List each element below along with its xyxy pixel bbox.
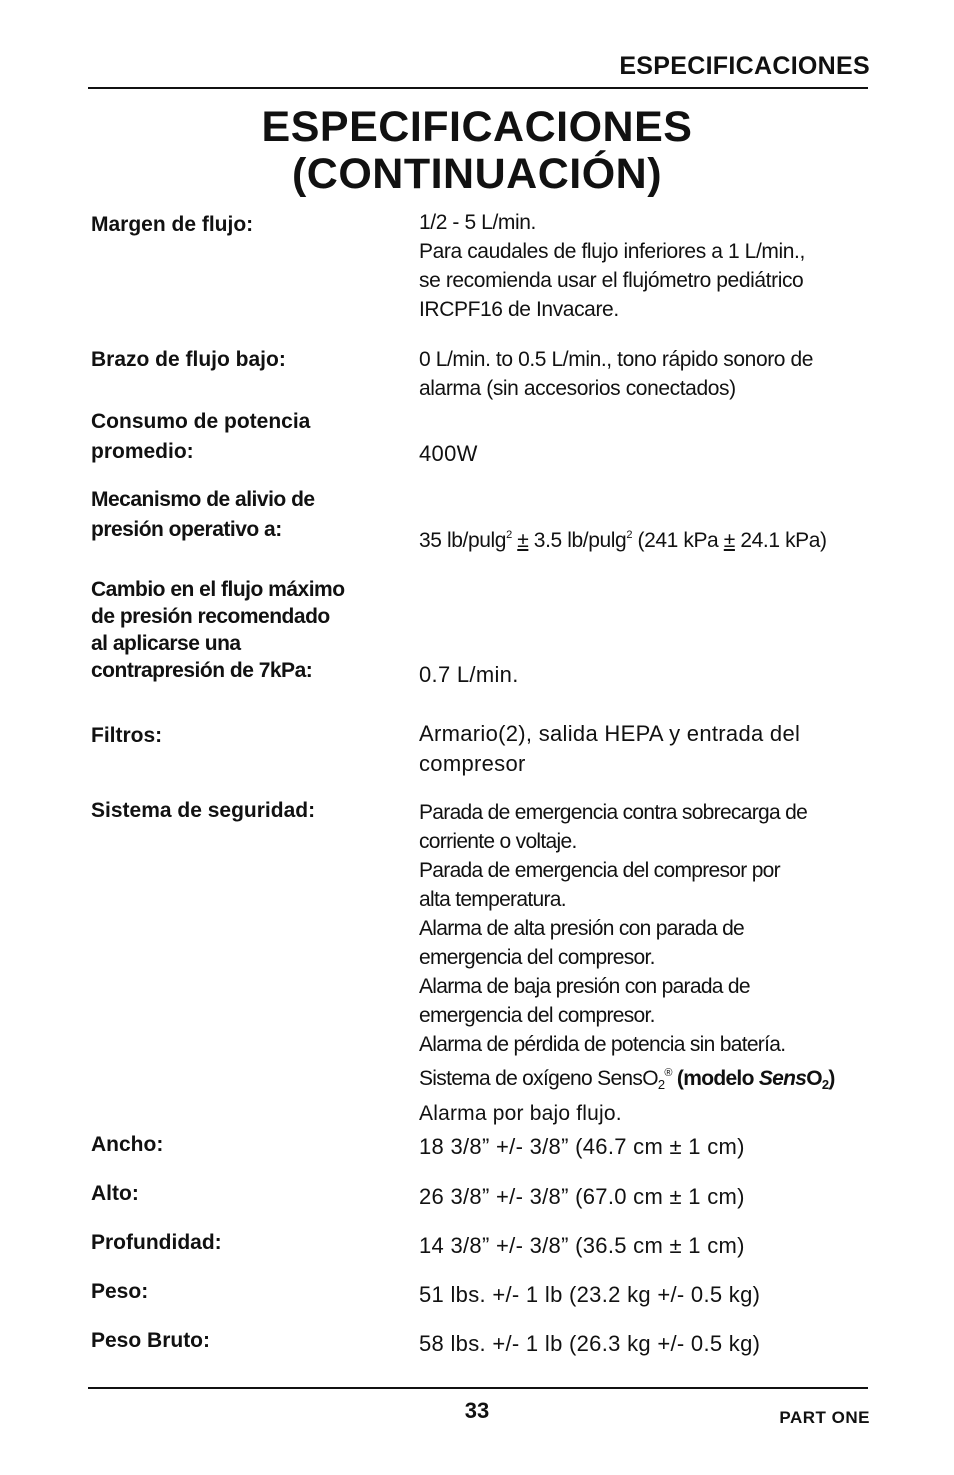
power-label-line: promedio: xyxy=(91,440,194,463)
power-label xyxy=(91,407,411,467)
flow-range-label: Margen de flujo: xyxy=(91,213,254,236)
low-flow-value xyxy=(419,345,889,403)
flow-range-line: Para caudales de flujo inferiores a 1 L/min., xyxy=(419,240,805,263)
pressure-c: (241 kPa xyxy=(632,529,724,552)
squared-a: 2 xyxy=(506,529,512,541)
flow-range-line: se recomienda usar el flujómetro pediátrico xyxy=(419,269,804,292)
height-label: Alto: xyxy=(91,1182,139,1205)
safety-line: alta temperatura. xyxy=(419,888,566,911)
pressure-a: 35 lb/pulg xyxy=(419,529,507,552)
max-flow-change-label-line: al aplicarse una xyxy=(91,632,241,655)
low-flow-label: Brazo de flujo bajo: xyxy=(91,348,286,371)
height-value: 26 3/8” +/- 3/8” (67.0 cm ± 1 cm) xyxy=(419,1184,745,1209)
page-title-line-2: (CONTINUACIÓN) xyxy=(291,150,663,198)
flow-range-value xyxy=(419,208,889,324)
max-flow-change-label xyxy=(91,576,411,684)
safety-label: Sistema de seguridad: xyxy=(91,799,316,822)
max-flow-change-label-line: contrapresión de 7kPa: xyxy=(91,659,313,682)
safety-line: Parada de emergencia del compresor por xyxy=(419,859,780,882)
depth-label: Profundidad: xyxy=(91,1231,222,1254)
senso-model-open: (modelo xyxy=(671,1067,759,1090)
safety-line: Alarma de pérdida de potencia sin batería. xyxy=(419,1033,786,1056)
section-header: ESPECIFICACIONES xyxy=(619,52,870,80)
registered-mark: ® xyxy=(664,1067,672,1079)
header-rule xyxy=(88,87,868,89)
pressure-relief-label-line: Mecanismo de alivio de xyxy=(91,488,315,511)
senso-sub: 2 xyxy=(657,1077,665,1092)
senso-model-italic: Sens xyxy=(758,1067,807,1090)
max-flow-change-label-line: Cambio en el flujo máximo xyxy=(91,578,345,601)
safety-line: emergencia del compresor. xyxy=(419,946,655,969)
pressure-relief-label xyxy=(91,485,411,545)
filters-line: Armario(2), salida HEPA y entrada del xyxy=(419,721,801,746)
senso-model xyxy=(672,1067,835,1090)
safety-line: Alarma de baja presión con parada de xyxy=(419,975,750,998)
senso-model-sub: 2 xyxy=(821,1077,829,1092)
senso-prefix: Sistema de oxígeno SensO xyxy=(419,1067,658,1090)
senso-model-o: O xyxy=(806,1067,822,1090)
low-flow-line: 0 L/min. to 0.5 L/min., tono rápido sonoro de xyxy=(419,348,814,371)
max-flow-change-value: 0.7 L/min. xyxy=(419,662,519,687)
pressure-b: 3.5 lb/pulg xyxy=(528,529,627,552)
squared-b: 2 xyxy=(626,529,633,541)
filters-value xyxy=(419,719,889,779)
flow-range-line: IRCPF16 de Invacare. xyxy=(419,298,619,321)
filters-label: Filtros: xyxy=(91,724,163,747)
gross-weight-value: 58 lbs. +/- 1 lb (26.3 kg +/- 0.5 kg) xyxy=(419,1331,761,1356)
gross-weight-label: Peso Bruto: xyxy=(91,1329,211,1352)
safety-value xyxy=(419,798,889,1128)
safety-last-line: Alarma por bajo flujo. xyxy=(419,1102,622,1125)
weight-value: 51 lbs. +/- 1 lb (23.2 kg +/- 0.5 kg) xyxy=(419,1282,761,1307)
depth-value: 14 3/8” +/- 3/8” (36.5 cm ± 1 cm) xyxy=(419,1233,745,1258)
weight-label: Peso: xyxy=(91,1280,149,1303)
width-value: 18 3/8” +/- 3/8” (46.7 cm ± 1 cm) xyxy=(419,1134,745,1159)
senso-model-close: ) xyxy=(828,1067,835,1090)
plus-minus-a: ± xyxy=(517,529,529,552)
safety-line: Parada de emergencia contra sobrecarga de xyxy=(419,801,808,824)
pressure-relief-value xyxy=(419,521,889,555)
max-flow-change-label-line: de presión recomendado xyxy=(91,605,330,628)
page-title-line-1: ESPECIFICACIONES xyxy=(261,103,693,151)
senso-line xyxy=(419,1059,889,1099)
filters-line: compresor xyxy=(419,751,526,776)
power-value: 400W xyxy=(419,441,478,466)
safety-line: emergencia del compresor. xyxy=(419,1004,655,1027)
footer-rule xyxy=(88,1387,868,1389)
part-label: PART ONE xyxy=(779,1408,870,1427)
safety-line: corriente o voltaje. xyxy=(419,830,577,853)
pressure-d: 24.1 kPa) xyxy=(734,529,827,552)
pressure-relief-label-line: presión operativo a: xyxy=(91,518,282,541)
low-flow-line: alarma (sin accesorios conectados) xyxy=(419,377,736,400)
plus-minus-b: ± xyxy=(723,529,735,552)
power-label-line: Consumo de potencia xyxy=(91,410,311,433)
flow-range-line: 1/2 - 5 L/min. xyxy=(419,211,536,234)
safety-line: Alarma de alta presión con parada de xyxy=(419,917,745,940)
page-number: 33 xyxy=(464,1398,490,1423)
page-title xyxy=(0,104,954,198)
width-label: Ancho: xyxy=(91,1133,164,1156)
